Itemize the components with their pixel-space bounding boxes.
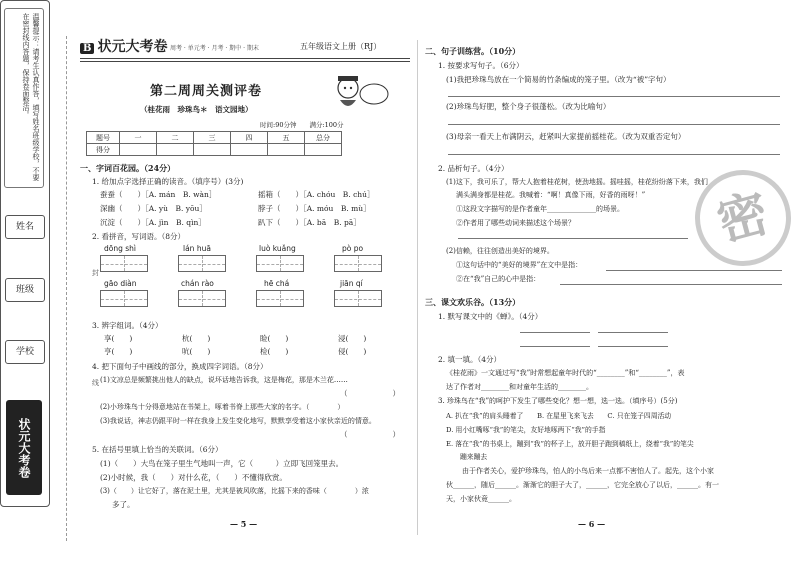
- choice-item[interactable]: 沉淀（ ）［A. jìn B. qìn］: [100, 218, 206, 227]
- fold-char: 线: [92, 379, 99, 387]
- table-cell: 总分: [305, 132, 342, 144]
- name-field[interactable]: [5, 215, 45, 239]
- question: 1. 默写课文中的《蝉》。（4分）: [438, 312, 543, 321]
- score-input[interactable]: [231, 144, 268, 156]
- question: 1. 按要求写句子。（6分）: [438, 61, 524, 70]
- seal-stamp: 密: [684, 159, 793, 277]
- word-blank[interactable]: 浸( ): [338, 334, 367, 343]
- score-input[interactable]: [194, 144, 231, 156]
- question-item: ②作者用了哪些动词来描述这个场景？: [456, 219, 575, 227]
- writing-box[interactable]: [100, 290, 148, 307]
- question-item: (3)（ ）让它好了，落在泥土里，尤其是被风吹落，比摇下来的香味（ ）浓: [100, 487, 369, 495]
- answer-line[interactable]: [448, 154, 780, 155]
- question-item: ①这句话中的“美好的境界”在文中是指：: [456, 261, 583, 269]
- question-item: (3)母亲一看天上布满阴云，赶紧叫大家提前摇桂花。（改为双重否定句）: [446, 132, 686, 141]
- time-score-line: 时间:90分钟 满分:100分: [260, 121, 344, 129]
- page-divider: [417, 40, 418, 535]
- writing-box[interactable]: [178, 290, 226, 307]
- pinyin: lán huā: [183, 244, 211, 253]
- binding-strip: [0, 0, 50, 507]
- name-label: 姓名: [15, 222, 34, 232]
- word-blank[interactable]: 检( ): [260, 347, 289, 356]
- question-item: (1)我把珍珠鸟放在一个简易的竹条编成的笼子里。（改为“被”字句）: [446, 75, 671, 84]
- writing-box[interactable]: [256, 290, 304, 307]
- school-label: 学校: [15, 347, 34, 357]
- question-item: (1)这下，我可乐了，帮大人抱着桂花树，使劲地摇。摇哇摇，桂花纷纷落下来，我们: [446, 178, 708, 186]
- score-table: [86, 131, 342, 156]
- answer-line[interactable]: [598, 346, 668, 347]
- question-item: (3)我说话，神志仍跟平时一样在我身上发生变化地写，默默享受着这小家伙亲近的情意。: [100, 417, 376, 425]
- choice-item[interactable]: 脖子（ ）［A. móu B. mù］: [258, 204, 371, 213]
- class-label: 班级: [15, 285, 34, 295]
- fold-char: 封: [92, 269, 99, 277]
- option-item: E. 落在“我”的书桌上，蹦到“我”的杯子上，放开胆子跑到稿纸上，绕着“我”的笔尖: [446, 440, 694, 448]
- question-item: 达了作者对________和对童年生活的________。: [446, 383, 593, 391]
- pinyin: pò po: [342, 244, 364, 253]
- answer-line[interactable]: [560, 284, 782, 285]
- header-rule: [80, 61, 410, 62]
- question-item: (2)小时候，我（ ）对什么花，（ ）不懂得欣赏。: [100, 473, 287, 482]
- answer-line[interactable]: [458, 238, 688, 239]
- pinyin: chán rào: [181, 279, 214, 288]
- question-item: 《桂花雨》一文通过写“我”时常想起童年时代的“________”和“________”，表: [446, 369, 685, 377]
- answer-blank[interactable]: （ ）: [340, 430, 400, 439]
- writing-box[interactable]: [100, 255, 148, 272]
- pinyin: luò kuǎng: [259, 244, 296, 253]
- question: 1. 给加点字选择正确的读音。（填序号）(3分): [92, 177, 244, 186]
- answer-line[interactable]: [448, 124, 780, 125]
- question-item: ②在“我”自己的心中是指：: [456, 275, 541, 283]
- pinyin: gāo diàn: [104, 279, 137, 288]
- score-input[interactable]: [268, 144, 305, 156]
- choice-item[interactable]: 深幽（ ）［A. yù B. yōu］: [100, 204, 207, 213]
- grade-label: 五年级语文上册（RJ）: [300, 42, 382, 51]
- pinyin: dōng shì: [104, 244, 136, 253]
- page-number: — 5 —: [230, 519, 258, 529]
- passage-text: 天，小家伙竟______。: [446, 495, 516, 503]
- table-row: [87, 144, 342, 156]
- word-blank[interactable]: 侵( ): [338, 347, 367, 356]
- writing-box[interactable]: [256, 255, 304, 272]
- table-cell: 三: [194, 132, 231, 144]
- table-cell: 二: [157, 132, 194, 144]
- word-blank[interactable]: 亨( ): [104, 347, 133, 356]
- choice-item[interactable]: 趴下（ ）［A. bā B. pā］: [258, 218, 361, 227]
- page-number: — 6 —: [578, 519, 606, 529]
- question: 2. 品析句子。（4分）: [438, 164, 509, 173]
- question-item: (1)文凉总是频繁挑出他人的缺点，说坏话地告诉我，这是梅花，那是木兰花……: [100, 376, 348, 384]
- brand-name: 状元大考卷: [97, 39, 168, 55]
- table-cell: 四: [231, 132, 268, 144]
- score-input[interactable]: [157, 144, 194, 156]
- passage-text: 由于作者关心，爱护珍珠鸟，怕人的小鸟后来一点都不害怕人了。起先，这个小家: [462, 467, 714, 475]
- option-item: 蹦来蹦去: [460, 453, 488, 461]
- question-item: (2)信赖，往往创造出美好的境界。: [446, 247, 554, 255]
- seal-line: [66, 36, 67, 541]
- header-rule: [80, 58, 410, 59]
- passage-text: 伙______，随后______。渐渐它的胆子大了，______，它完全放心了以后，______。有一: [446, 481, 719, 489]
- answer-line[interactable]: [606, 270, 782, 271]
- word-blank[interactable]: 睑( ): [260, 334, 289, 343]
- pinyin: jiān qí: [340, 279, 363, 288]
- mascot-icon: [330, 72, 390, 116]
- header-subtitle: 周考 · 单元考 · 月考 · 期中 · 期末: [170, 45, 259, 52]
- writing-box[interactable]: [334, 255, 382, 272]
- question-item: ①这段文字描写的是作者童年______________的场景。: [456, 205, 624, 213]
- question-item: 多了。: [112, 500, 135, 509]
- option-item: A. 扒在“我”的肩头睡着了 B. 在屋里飞来飞去 C. 只在笼子四周活动: [446, 412, 672, 420]
- choice-item[interactable]: 蚕蚕（ ）［A. mán B. wàn］: [100, 190, 217, 199]
- table-cell: 得分: [87, 144, 120, 156]
- table-cell: 题号: [87, 132, 120, 144]
- question-item: (1)（ ）大鸟在笼子里生气地叫一声，它（ ）立即飞回笼里去。: [100, 459, 344, 468]
- score-input[interactable]: [120, 144, 157, 156]
- section-heading: 一、字词百花园。（24分）: [80, 163, 176, 173]
- question: 2. 填一填。（4分）: [438, 355, 502, 364]
- answer-blank[interactable]: （ ）: [340, 389, 400, 398]
- table-cell: 五: [268, 132, 305, 144]
- question: 5. 在括号里填上恰当的关联词。（6分）: [92, 445, 223, 454]
- question: 3. 珍珠鸟在“我”的呵护下发生了哪些变化？想一想，选一选。（填序号）(5分): [438, 397, 678, 405]
- option-item: D. 用小红嘴啄“我”的笔尖，友好地啄两下“我”的手指: [446, 426, 606, 434]
- exam-notice: 温馨提示：请考生认真作答，填写姓名班级学校，不要在密封线内答题，保持卷面整洁。: [4, 8, 44, 188]
- writing-box[interactable]: [334, 290, 382, 307]
- question: 2. 看拼音，写词语。（8分）: [92, 232, 186, 241]
- page-subtitle: （桂花雨 珍珠鸟＊ 语文园地）: [140, 105, 253, 114]
- page-title: 第二周周关测评卷: [150, 84, 263, 99]
- question: 3. 辨字组词。（4分）: [92, 321, 163, 330]
- score-input[interactable]: [305, 144, 342, 156]
- brand: [80, 36, 167, 56]
- table-cell: 一: [120, 132, 157, 144]
- answer-line[interactable]: [520, 332, 590, 333]
- writing-box[interactable]: [178, 255, 226, 272]
- word-blank[interactable]: 享( ): [104, 334, 133, 343]
- answer-line[interactable]: [598, 332, 668, 333]
- question-item: (2)小珍珠鸟十分得意地站在书架上，啄着书脊上那些大家的名字。（ ）: [100, 403, 345, 411]
- brand-logo: 状元大考卷: [6, 400, 42, 495]
- answer-line[interactable]: [520, 346, 590, 347]
- question-item: 满头满身都是桂花。我喊着：“啊！真像下雨，好香的雨呀！”: [456, 191, 646, 199]
- pinyin: hē chá: [264, 279, 290, 288]
- brand-badge: B: [80, 43, 94, 54]
- question: 4. 把下面句子中画线的部分，换成四字词语。（8分）: [92, 362, 268, 371]
- word-blank[interactable]: 吭( ): [182, 347, 211, 356]
- table-row: [87, 132, 342, 144]
- section-heading: 二、句子训练营。（10分）: [425, 46, 521, 56]
- answer-line[interactable]: [448, 96, 780, 97]
- word-blank[interactable]: 杭( ): [182, 334, 211, 343]
- class-field[interactable]: [5, 278, 45, 302]
- school-field[interactable]: [5, 340, 45, 364]
- question-item: (2)珍珠鸟好肥，整个身子很蓬松。（改为比喻句）: [446, 102, 611, 111]
- choice-item[interactable]: 摇箱（ ）［A. chóu B. chú］: [258, 190, 375, 199]
- section-heading: 三、课文欢乐谷。（13分）: [425, 297, 521, 307]
